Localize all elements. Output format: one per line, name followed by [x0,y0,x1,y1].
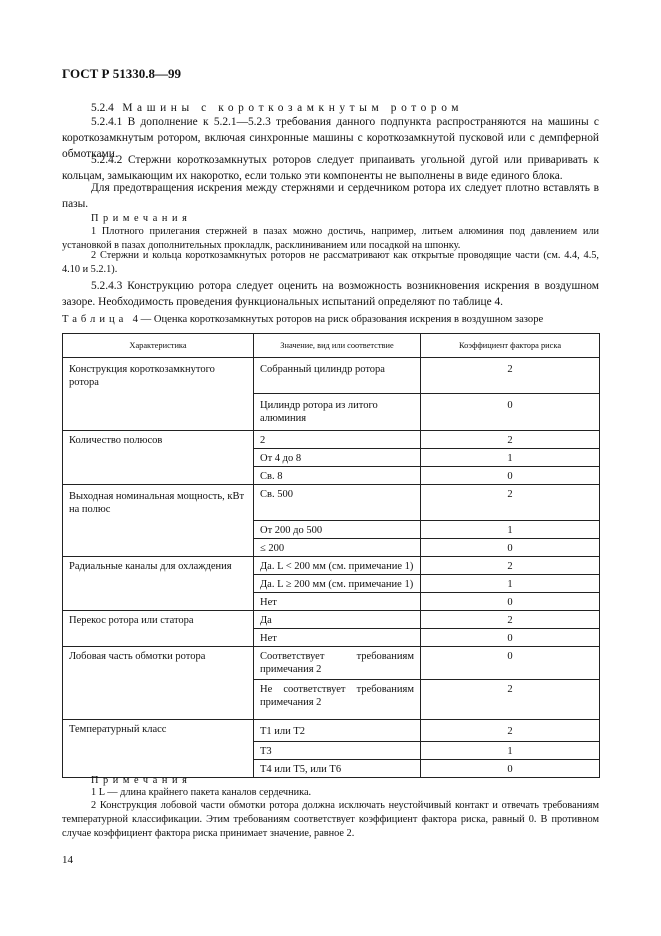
table-row [63,358,600,394]
coef-cell: 0 [421,467,600,485]
header-value: Значение, вид или соответствие [254,334,421,358]
paragraph-5243: 5.2.4.3 Конструкцию ротора следует оценить на возможность возникновения искрения в воздушном зазоре. Необходимость проведения функциональных испытаний определяют по таблице 4. [62,280,599,308]
coef-cell: 2 [421,557,600,575]
coef-cell: 2 [421,358,600,394]
coef-cell: 2 [421,485,600,521]
table-row [63,720,600,742]
coef-cell: 1 [421,742,600,760]
coef-cell: 0 [421,760,600,778]
value-cell: Св. 500 [254,485,421,521]
document-header: ГОСТ Р 51330.8—99 [62,66,181,81]
table-caption-text: 4 — Оценка короткозамкнутых роторов на риск образования искрения в воздушном зазоре [132,314,544,325]
value-cell: Цилиндр ротора из литого алюминия [254,394,421,431]
value-cell: Нет [254,593,421,611]
value-cell: Да. L ≥ 200 мм (см. примечание 1) [254,575,421,593]
risk-table [62,333,600,778]
section-number: 5.2.4 [91,102,114,114]
section-title: Машины с короткозамкнутым ротором [122,102,464,114]
notes-top-title: Примечания [91,213,192,224]
coef-cell: 2 [421,680,600,720]
header-coefficient: Коэффициент фактора риска [421,334,600,358]
paragraph-5242: 5.2.4.2 Стержни короткозамкнутых роторов следует припаивать угольной дугой или приваривать к кольцам, замыкающим их накоротко, если только эти компоненты не выполнены в виде единого блока. [62,154,599,182]
table-row [63,485,600,521]
value-cell: Не соответствует требованиям примечания 2 [254,680,421,720]
notes-bottom-title: Примечания [91,775,192,786]
value-cell: Нет [254,629,421,647]
coef-cell: 0 [421,394,600,431]
value-cell: Т1 или Т2 [254,720,421,742]
value-cell: ≤ 200 [254,539,421,557]
coef-cell: 2 [421,720,600,742]
value-cell: Т4 или Т5, или Т6 [254,760,421,778]
coef-cell: 0 [421,629,600,647]
value-cell: Св. 8 [254,467,421,485]
table-row [63,647,600,680]
coef-cell: 1 [421,575,600,593]
table-row [63,431,600,449]
characteristic-cell: Лобовая часть обмотки ротора [63,647,254,720]
characteristic-cell: Количество полюсов [63,431,254,485]
value-cell: Собранный цилиндр ротора [254,358,421,394]
characteristic-cell: Конструкция короткозамкнутого ротора [63,358,254,431]
coef-cell: 2 [421,611,600,629]
paragraph-5242-cont: Для предотвращения искрения между стержнями и сердечником ротора их следует плотно вставлять в пазы. [62,182,599,210]
coef-cell: 0 [421,647,600,680]
value-cell: Т3 [254,742,421,760]
characteristic-cell: Перекос ротора или статора [63,611,254,647]
notes-bottom-item-2: 2 Конструкция лобовой части обмотки ротора должна исключать неустойчивый контакт и отвечать требованиям температурной классификации. Этим требованиям соответствует коэффициент фактора риска, равный 0. В противном случае коэффициент фактора риска принимает значение, равное 2. [62,800,599,839]
value-cell: Соответствует требованиям примечания 2 [254,647,421,680]
coef-cell: 1 [421,521,600,539]
coef-cell: 0 [421,593,600,611]
page-number: 14 [62,854,73,866]
table-row [63,557,600,575]
coef-cell: 2 [421,431,600,449]
paragraph-5241: 5.2.4.1 В дополнение к 5.2.1—5.2.3 требования данного подпункта распространяются на машины с короткозамкнутым ротором, включая синхронные машины с короткозамкнутой пусковой или с демпферной обмотками. [62,116,599,160]
value-cell: От 200 до 500 [254,521,421,539]
value-cell: 2 [254,431,421,449]
table-row [63,611,600,629]
coef-cell: 1 [421,449,600,467]
value-cell: Да. L < 200 мм (см. примечание 1) [254,557,421,575]
table-header-row [63,334,600,358]
characteristic-cell: Температурный класс [63,720,254,778]
notes-top-item-2: 2 Стержни и кольца короткозамкнутых роторов не рассматривают как открытые проводящие части (см. 4.4, 4.5, 4.10 и 5.2.1). [62,250,599,275]
characteristic-cell: Радиальные каналы для охлаждения [63,557,254,611]
table-caption [62,314,543,325]
header-characteristic: Характеристика [63,334,254,358]
notes-top-item-1: 1 Плотного прилегания стержней в пазах можно достичь, например, литьем алюминия под давлением или установкой в пазах дополнительных прокладлк, расклиниванием или посадкой на шпонку. [62,226,599,251]
value-cell: От 4 до 8 [254,449,421,467]
value-cell: Да [254,611,421,629]
notes-bottom-item-1: 1 L — длина крайнего пакета каналов сердечника. [91,787,312,798]
table-caption-label: Таблица [62,314,128,325]
characteristic-cell: Выходная номинальная мощность, кВт на полюс [63,485,254,557]
coef-cell: 0 [421,539,600,557]
